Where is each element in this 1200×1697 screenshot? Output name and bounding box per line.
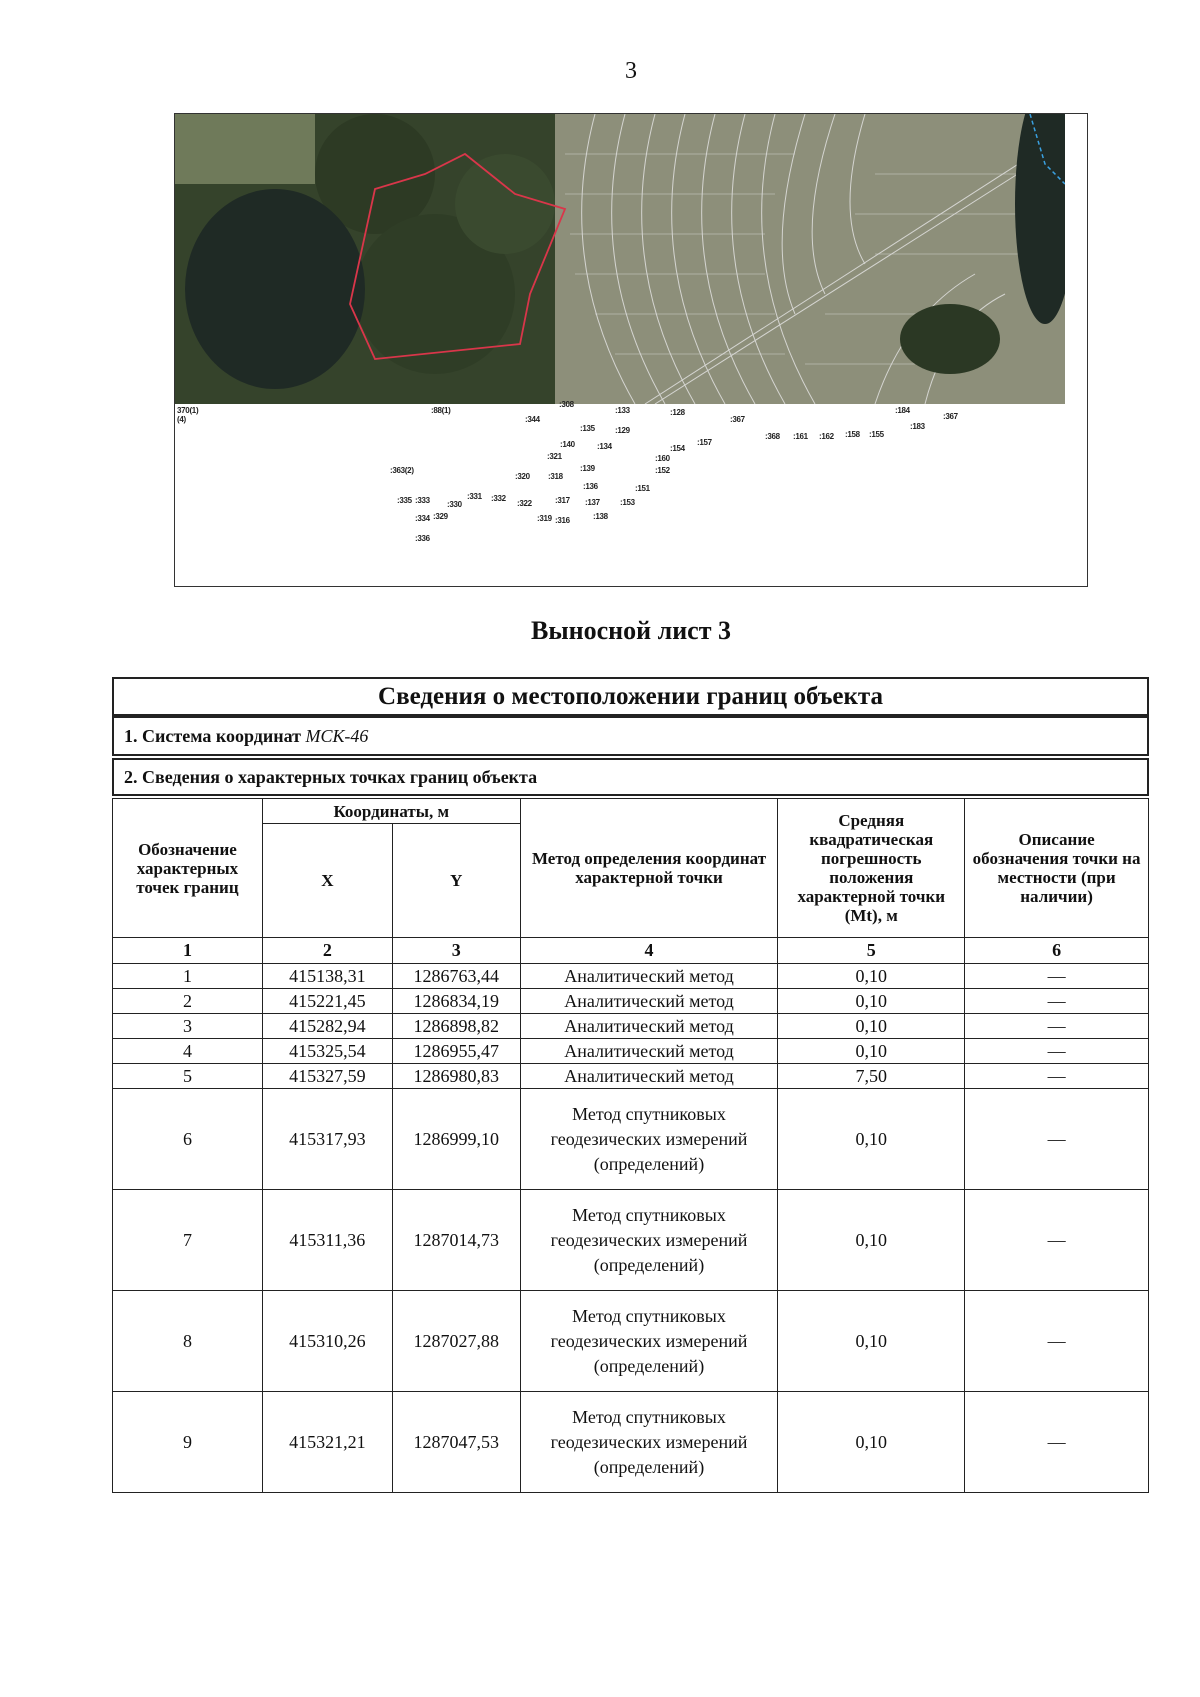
column-number: 1	[113, 938, 263, 964]
map-label: :336	[415, 534, 430, 543]
header-x: X	[262, 824, 392, 938]
point-method: Метод спутниковых геодезических измерений (определений)	[520, 1089, 778, 1190]
map-label: :332	[491, 494, 506, 503]
point-description: —	[965, 964, 1149, 989]
point-method: Аналитический метод	[520, 1064, 778, 1089]
section-header: Сведения о местоположении границ объекта	[112, 677, 1149, 716]
point-method: Метод спутниковых геодезических измерений (определений)	[520, 1291, 778, 1392]
table-row	[113, 989, 1149, 1014]
map-label: :183	[910, 422, 925, 431]
coordinate-system-value: МСК-46	[305, 726, 369, 746]
point-description: —	[965, 1291, 1149, 1392]
point-error: 0,10	[778, 1039, 965, 1064]
point-method: Аналитический метод	[520, 1039, 778, 1064]
map-label: :318	[548, 472, 563, 481]
map-label: :152	[655, 466, 670, 475]
header-designation: Обозначение характерных точек границ	[113, 799, 263, 938]
table-row	[113, 964, 1149, 989]
point-x: 415311,36	[262, 1190, 392, 1291]
column-number: 2	[262, 938, 392, 964]
map-label: :137	[585, 498, 600, 507]
point-number: 7	[113, 1190, 263, 1291]
point-description: —	[965, 1064, 1149, 1089]
map-label: :316	[555, 516, 570, 525]
map-label: :162	[819, 432, 834, 441]
map-label: :135	[580, 424, 595, 433]
map-label: :161	[793, 432, 808, 441]
map-label: :330	[447, 500, 462, 509]
table-row	[113, 1064, 1149, 1089]
table-row	[113, 1190, 1149, 1291]
map-label: :128	[670, 408, 685, 417]
map-label: :329	[433, 512, 448, 521]
point-y: 1286980,83	[392, 1064, 520, 1089]
map-label: :320	[515, 472, 530, 481]
map-label: :308	[559, 400, 574, 409]
map-label: :155	[869, 430, 884, 439]
point-error: 7,50	[778, 1064, 965, 1089]
coordinate-system	[112, 716, 1149, 756]
map-label: :319	[537, 514, 552, 523]
header-y: Y	[392, 824, 520, 938]
map-label: :136	[583, 482, 598, 491]
point-x: 415310,26	[262, 1291, 392, 1392]
map-frame	[174, 113, 1088, 587]
map-label: :331	[467, 492, 482, 501]
point-number: 5	[113, 1064, 263, 1089]
header-method: Метод определения координат характерной точки	[520, 799, 778, 938]
point-error: 0,10	[778, 964, 965, 989]
map-label: :321	[547, 452, 562, 461]
table-row	[113, 1014, 1149, 1039]
point-method: Метод спутниковых геодезических измерений (определений)	[520, 1392, 778, 1493]
map-label: :133	[615, 406, 630, 415]
point-number: 4	[113, 1039, 263, 1064]
map-label: :129	[615, 426, 630, 435]
point-number: 6	[113, 1089, 263, 1190]
point-method: Аналитический метод	[520, 964, 778, 989]
point-method: Аналитический метод	[520, 1014, 778, 1039]
point-number: 8	[113, 1291, 263, 1392]
point-y: 1286834,19	[392, 989, 520, 1014]
header-error: Средняя квадратическая погрешность положения характерной точки (Mt), м	[778, 799, 965, 938]
point-y: 1287027,88	[392, 1291, 520, 1392]
point-error: 0,10	[778, 1392, 965, 1493]
column-number: 6	[965, 938, 1149, 964]
point-error: 0,10	[778, 1089, 965, 1190]
satellite-map-image	[175, 114, 1065, 404]
boundary-points-table	[112, 798, 1149, 1493]
point-x: 415138,31	[262, 964, 392, 989]
table-row	[113, 1392, 1149, 1493]
map-label: :140	[560, 440, 575, 449]
map-label: :151	[635, 484, 650, 493]
point-x: 415327,59	[262, 1064, 392, 1089]
map-label: 370(1)	[177, 406, 199, 415]
map-label: :367	[943, 412, 958, 421]
map-label: :88(1)	[431, 406, 451, 415]
point-y: 1287047,53	[392, 1392, 520, 1493]
point-x: 415317,93	[262, 1089, 392, 1190]
column-numbers-row	[113, 938, 1149, 964]
map-label: :138	[593, 512, 608, 521]
map-label: :368	[765, 432, 780, 441]
point-method: Метод спутниковых геодезических измерений (определений)	[520, 1190, 778, 1291]
point-number: 1	[113, 964, 263, 989]
header-description: Описание обозначения точки на местности (при наличии)	[965, 799, 1149, 938]
map-label: :153	[620, 498, 635, 507]
point-description: —	[965, 1089, 1149, 1190]
point-error: 0,10	[778, 1190, 965, 1291]
point-method: Аналитический метод	[520, 989, 778, 1014]
table-row	[113, 1039, 1149, 1064]
column-number: 5	[778, 938, 965, 964]
column-number: 3	[392, 938, 520, 964]
point-error: 0,10	[778, 1291, 965, 1392]
point-number: 9	[113, 1392, 263, 1493]
point-y: 1286955,47	[392, 1039, 520, 1064]
point-number: 3	[113, 1014, 263, 1039]
map-label: :363(2)	[390, 466, 414, 475]
map-label: :335	[397, 496, 412, 505]
point-x: 415282,94	[262, 1014, 392, 1039]
point-description: —	[965, 989, 1149, 1014]
point-x: 415325,54	[262, 1039, 392, 1064]
map-label: :317	[555, 496, 570, 505]
map-label: :154	[670, 444, 685, 453]
point-y: 1287014,73	[392, 1190, 520, 1291]
map-label: (4)	[177, 415, 186, 424]
page-number: 3	[625, 58, 637, 84]
map-label: :158	[845, 430, 860, 439]
map-label: :184	[895, 406, 910, 415]
column-number: 4	[520, 938, 778, 964]
map-label: :344	[525, 415, 540, 424]
map-label: :333	[415, 496, 430, 505]
point-description: —	[965, 1014, 1149, 1039]
point-y: 1286898,82	[392, 1014, 520, 1039]
point-x: 415221,45	[262, 989, 392, 1014]
map-label: :139	[580, 464, 595, 473]
coordinate-system-label: 1. Система координат	[124, 726, 301, 746]
point-description: —	[965, 1190, 1149, 1291]
table-row	[113, 1291, 1149, 1392]
map-label: :322	[517, 499, 532, 508]
point-y: 1286999,10	[392, 1089, 520, 1190]
sheet-title: Выносной лист 3	[530, 616, 731, 645]
map-label: :134	[597, 442, 612, 451]
point-x: 415321,21	[262, 1392, 392, 1493]
header-coordinates: Координаты, м	[262, 799, 520, 824]
map-label: :157	[697, 438, 712, 447]
map-point-labels	[175, 400, 1087, 586]
map-label: :160	[655, 454, 670, 463]
point-error: 0,10	[778, 1014, 965, 1039]
point-description: —	[965, 1392, 1149, 1493]
table-row	[113, 1089, 1149, 1190]
point-description: —	[965, 1039, 1149, 1064]
point-y: 1286763,44	[392, 964, 520, 989]
point-error: 0,10	[778, 989, 965, 1014]
points-section-title: 2. Сведения о характерных точках границ объекта	[112, 758, 1149, 796]
map-label: :334	[415, 514, 430, 523]
point-number: 2	[113, 989, 263, 1014]
map-label: :367	[730, 415, 745, 424]
